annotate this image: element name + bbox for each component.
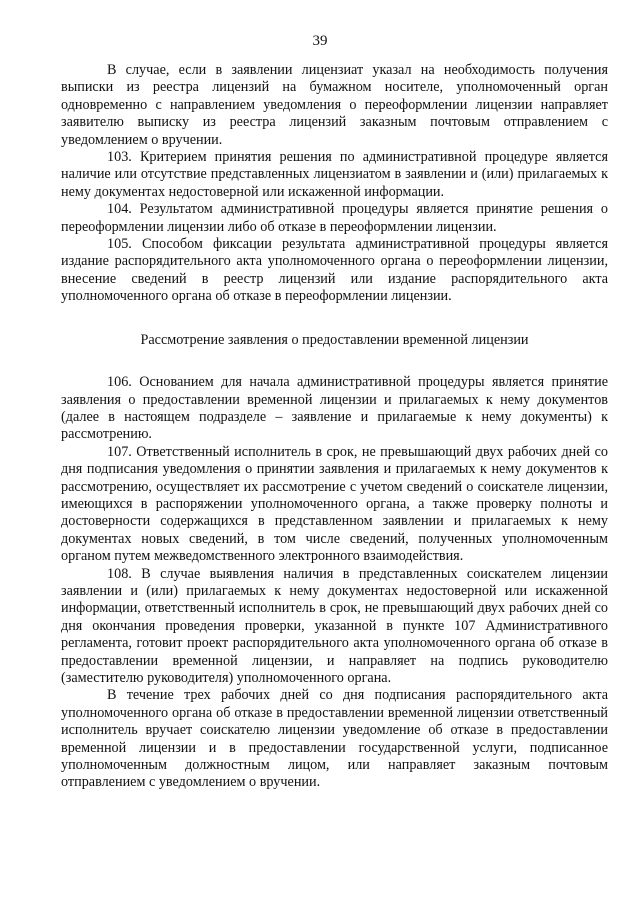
paragraph-107: 107. Ответственный исполнитель в срок, не превышающий двух рабочих дней со дня подписания уведомления о принятии заявления и прилагаемых к нему документов к рассмотрению, осуществляет их рассмотрение с учетом сведений о соискателе лицензии, имеющихся в распоряжении уполномоченного органа, а также проверку полноты и достоверности содержащихся в представленном заявлении и прилагаемых к нему документах новых сведений, в том числе сведений, полученных уполномоченным органом путем межведомственного электронного взаимодействия. <box>61 443 608 565</box>
paragraph-106: 106. Основанием для начала административной процедуры является принятие заявления о предоставлении временной лицензии и прилагаемых к нему документов (далее в настоящем подразделе – заявление и прилагаемые к нему документы) к рассмотрению. <box>61 374 608 443</box>
section-heading: Рассмотрение заявления о предоставлении временной лицензии <box>140 331 529 348</box>
paragraph-103: 103. Критерием принятия решения по административной процедуре является наличие или отсутствие представленных лицензиатом в заявлении и (или) прилагаемых к нему документах недостоверной или искаженной информации. <box>61 149 608 200</box>
page-number: 39 <box>312 33 328 49</box>
paragraph-108: 108. В случае выявления наличия в представленных соискателем лицензии заявлении и (или) прилагаемых к нему документах недостоверной или искаженной информации, ответственный исполнитель в срок, не превышающий двух рабочих дней со дня окончания проведения проверки, указанной в пункте 107 Административного регламента, готовит проект распорядительного акта уполномоченного органа об отказе в предоставлении временной лицензии, и направляет на подпись руководителю (заместителю руководителя) уполномоченного органа. <box>61 565 608 686</box>
paragraph-refusal-notice: В течение трех рабочих дней со дня подписания распорядительного акта уполномоченного органа об отказе в предоставлении временной лицензии ответственный исполнитель вручает соискателю лицензии уведомление об отказе в предоставлении временной лицензии и в предоставлении государственной услуги, подписанное уполномоченным должностным лицом, или направляет заказным почтовым отправлением с уведомлением о вручении. <box>61 687 608 791</box>
paragraph-104: 104. Результатом административной процедуры является принятие решения о переоформлении лицензии либо об отказе в переоформлении лицензии. <box>61 201 608 235</box>
paragraph-105: 105. Способом фиксации результата административной процедуры является издание распорядительного акта уполномоченного органа о переоформлении лицензии, внесение сведений в реестр лицензий или издание распорядительного акта уполномоченного органа об отказе в переоформлении лицензии. <box>61 236 608 305</box>
paragraph-extract-notice: В случае, если в заявлении лицензиат указал на необходимость получения выписки из реестра лицензий на бумажном носителе, уполномоченный орган одновременно с направлением уведомления о переоформлении лицензии направляет заявителю выписку из реестра лицензий заказным почтовым отправлением с уведомлением о вручении. <box>61 62 608 148</box>
document-body <box>61 62 608 792</box>
